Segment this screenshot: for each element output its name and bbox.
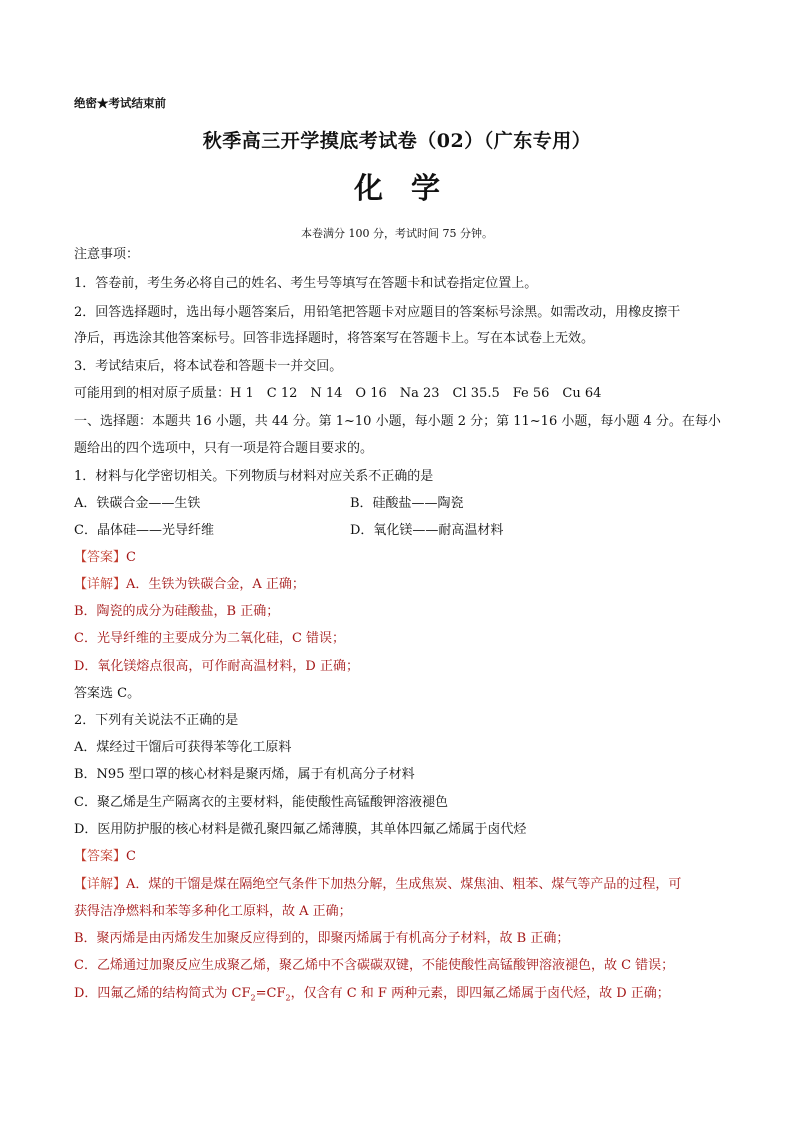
- subject-char-1: 化: [353, 171, 383, 205]
- q1-option-d: D．氧化镁——耐高温材料: [350, 523, 504, 538]
- section-intro-line-2: 题给出的四个选项中，只有一项是符合题目要求的。: [74, 441, 374, 456]
- q1-answer: [74, 549, 724, 567]
- note-3: 3．考试结束后，将本试卷和答题卡一并交回。: [74, 359, 343, 374]
- formula-pre: D．四氟乙烯的结构简式为 CF: [74, 986, 251, 1001]
- q2-option-c: C．聚乙烯是生产隔离衣的主要材料，能使酸性高锰酸钾溶液褪色: [74, 795, 448, 810]
- q2-detail-c: C．乙烯通过加聚反应生成聚乙烯，聚乙烯中不含碳碳双键，不能使酸性高锰酸钾溶液褪色，故 C 错误；: [74, 958, 675, 973]
- q2-detail-a-line-2: 获得洁净燃料和苯等多种化工原料，故 A 正确；: [74, 904, 352, 919]
- exam-info: 本卷满分 100 分，考试时间 75 分钟。: [301, 227, 493, 240]
- q1-stem: 1．材料与化学密切相关。下列物质与材料对应关系不正确的是: [74, 469, 434, 484]
- q2-option-d: D．医用防护服的核心材料是微孔聚四氟乙烯薄膜，其单体四氟乙烯属于卤代烃: [74, 822, 527, 837]
- answer-tag: 【答案】: [74, 849, 127, 864]
- exam-title: 秋季高三开学摸底考试卷（02）（广东专用）: [202, 130, 592, 152]
- detail-tag: 【详解】: [74, 877, 127, 892]
- q2-stem: 2．下列有关说法不正确的是: [74, 713, 239, 728]
- q2-answer: [74, 848, 724, 866]
- q1-option-a: A．铁碳合金——生铁: [74, 496, 201, 511]
- note-2-line-2: 净后，再选涂其他答案标号。回答非选择题时，将答案写在答题卡上。写在本试卷上无效。: [74, 331, 595, 346]
- q1-detail-d: D．氧化镁熔点很高，可作耐高温材料，D 正确；: [74, 659, 359, 674]
- formula-post: ，仅含有 C 和 F 两种元素，即四氟乙烯属于卤代烃，故 D 正确；: [290, 986, 670, 1001]
- q2-option-b: B．N95 型口罩的核心材料是聚丙烯，属于有机高分子材料: [74, 767, 415, 782]
- formula-sub-1: 2: [250, 993, 256, 1003]
- subject-title: [0, 166, 794, 207]
- note-1: 1．答卷前，考生务必将自己的姓名、考生号等填写在答题卡和试卷指定位置上。: [74, 276, 538, 291]
- q2-detail-a-line-1: [74, 876, 724, 894]
- detail-tag: 【详解】: [74, 577, 127, 592]
- q1-option-c: C．晶体硅——光导纤维: [74, 523, 214, 538]
- answer-tag: 【答案】: [74, 550, 127, 565]
- q1-option-b: B．硅酸盐——陶瓷: [350, 496, 464, 511]
- notes-heading: 注意事项：: [74, 247, 140, 262]
- q2-option-a: A．煤经过干馏后可获得苯等化工原料: [74, 740, 292, 755]
- subject-char-2: 学: [411, 171, 441, 205]
- formula-sub-2: 2: [285, 993, 291, 1003]
- formula-mid: =CF: [255, 986, 286, 1001]
- q1-conclusion: 答案选 C。: [74, 686, 141, 701]
- note-2-line-1: 2．回答选择题时，选出每小题答案后，用铅笔把答题卡对应题目的答案标号涂黑。如需改动，用橡皮擦干: [74, 305, 681, 320]
- answer-value: C: [126, 550, 136, 565]
- atomic-masses: 可能用到的相对原子质量：H 1 C 12 N 14 O 16 Na 23 Cl 35.5 Fe 56 Cu 64: [74, 386, 602, 401]
- confidential-mark: 绝密★考试结束前: [74, 96, 166, 110]
- q1-detail-a: [74, 576, 724, 594]
- section-intro-line-1: 一、选择题：本题共 16 小题，共 44 分。第 1~10 小题，每小题 2 分；第 11~16 小题，每小题 4 分。在每小: [74, 414, 721, 429]
- answer-value: C: [126, 849, 136, 864]
- q1-detail-b: B．陶瓷的成分为硅酸盐，B 正确；: [74, 604, 280, 619]
- detail-text: A．煤的干馏是煤在隔绝空气条件下加热分解，生成焦炭、煤焦油、粗苯、煤气等产品的过程，可: [126, 877, 682, 892]
- q2-detail-b: B．聚丙烯是由丙烯发生加聚反应得到的，即聚丙烯属于有机高分子材料，故 B 正确；: [74, 931, 570, 946]
- q1-detail-c: C．光导纤维的主要成分为二氧化硅，C 错误；: [74, 631, 346, 646]
- q2-detail-d: [74, 985, 724, 1008]
- detail-text: A．生铁为铁碳合金，A 正确；: [126, 577, 305, 592]
